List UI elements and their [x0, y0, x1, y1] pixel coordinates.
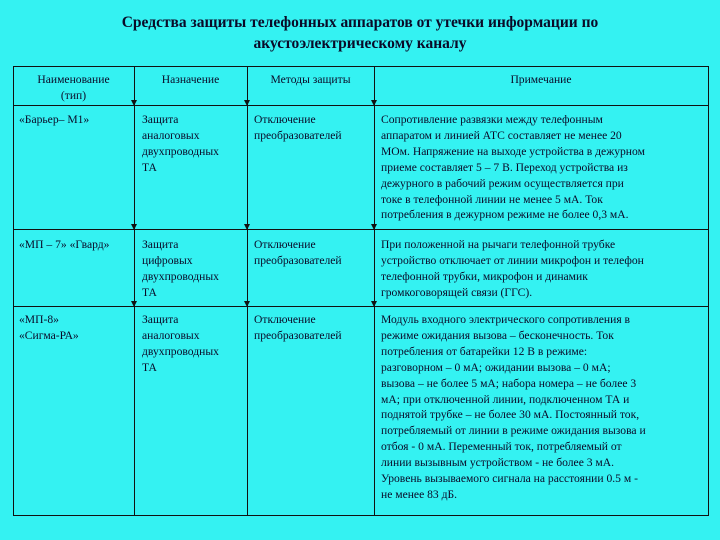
row3-purpose-line: Защита [142, 313, 179, 326]
protection-table [13, 66, 709, 516]
table-rule-right [708, 66, 709, 516]
row1-note [381, 112, 645, 223]
table-rule-top [13, 66, 709, 67]
header-purpose: Назначение [161, 73, 220, 86]
row1-purpose-line: Защита [142, 113, 179, 126]
row1-name [19, 112, 89, 128]
title-line-2: акустоэлектрическому каналу [253, 35, 467, 52]
row1-note-line: приеме составляет 5 – 7 В. Переход устройства из [381, 160, 628, 174]
divider-arrowhead [244, 301, 250, 307]
row1-methods-line: Отключение [254, 113, 316, 126]
header-name [13, 72, 134, 104]
divider-arrowhead [244, 224, 250, 230]
row2-methods [254, 237, 342, 269]
row3-note-line: разговорном – 0 мА; ожидании вызова – 0 мА; [381, 360, 611, 374]
row1-note-line: токе в телефонной линии не менее 5 мА. Ток [381, 192, 603, 206]
row1-purpose-line: ТА [142, 160, 157, 174]
row3-note-line: Модуль входного электрического сопротивления в [381, 313, 631, 326]
table-rule-col2 [247, 66, 248, 516]
row3-methods-line: Отключение [254, 313, 316, 326]
row3-note-line: поднятой трубке – не более 30 мА. Постоянный ток, [381, 408, 640, 422]
row2-purpose-line: цифровых [142, 253, 193, 267]
row3-note-line: потребляемый от линии в режиме ожидания вызова и [381, 424, 646, 438]
row3-note-line: потребления от батарейки 12 В в режиме: [381, 344, 588, 358]
row2-note-line: телефонной трубки, микрофон и динамик [381, 269, 588, 283]
row2-note-line: При положенной на рычаги телефонной трубке [381, 238, 616, 251]
row1-note-line: аппаратом и линией АТС составляет не менее 20 [381, 128, 622, 142]
row1-purpose [142, 112, 219, 176]
slide-title [0, 12, 720, 54]
row3-methods [254, 312, 342, 344]
divider-arrowhead [371, 100, 377, 106]
row3-note-line: Уровень вызываемого сигнала на расстоянии 0.5 м - [381, 472, 638, 486]
header-name-line: (тип) [60, 88, 87, 102]
divider-arrowhead [371, 224, 377, 230]
row3-note-line: мА; при отключенной линии, подключенном ТА и [381, 392, 630, 406]
row3-purpose-line: ТА [142, 360, 157, 374]
row3-note-line: вызова – не более 5 мА; набора номера – не более 3 [381, 376, 637, 390]
table-rule-left [13, 66, 14, 516]
row1-name-line: «Барьер– М1» [19, 113, 90, 126]
row3-name-line: «Сигма-РА» [19, 328, 79, 342]
header-name-line: Наименование [37, 73, 110, 86]
row1-note-line: дежурного в рабочий режим осуществляется при [381, 176, 624, 190]
row2-name [19, 237, 109, 253]
divider-arrowhead [244, 100, 250, 106]
row3-purpose-line: аналоговых [142, 328, 200, 342]
table-rule-col1 [134, 66, 135, 516]
divider-arrowhead [371, 301, 377, 307]
row2-note-line: громкоговорящей связи (ГГС). [381, 285, 533, 299]
divider-arrowhead [131, 224, 137, 230]
table-rule-header [13, 105, 709, 106]
table-rule-row2 [13, 306, 709, 307]
row2-note-line: устройство отключает от линии микрофон и телефон [381, 253, 644, 267]
row3-name [19, 312, 79, 344]
row2-purpose-line: Защита [142, 238, 179, 251]
row2-purpose [142, 237, 219, 301]
table-rule-col3 [374, 66, 375, 516]
row1-note-line: Сопротивление развязки между телефонным [381, 113, 603, 126]
row1-methods [254, 112, 342, 144]
header-methods: Методы защиты [270, 73, 351, 86]
row3-note-line: режиме ожидания вызова – бесконечность. Ток [381, 328, 614, 342]
divider-arrowhead [131, 301, 137, 307]
title-line-1: Средства защиты телефонных аппаратов от утечки информации по [121, 14, 599, 31]
table-rule-bottom [13, 515, 709, 516]
row3-note-line: не менее 83 дБ. [381, 487, 458, 501]
row2-methods-line: Отключение [254, 238, 316, 251]
row3-purpose-line: двухпроводных [142, 344, 219, 358]
row1-purpose-line: аналоговых [142, 128, 200, 142]
row2-name-line: «МП – 7» «Гвард» [19, 238, 110, 251]
row2-note [381, 237, 644, 301]
table-rule-row1 [13, 229, 709, 230]
row2-purpose-line: ТА [142, 285, 157, 299]
row1-note-line: потребления в дежурном режиме не более 0,3 мА. [381, 208, 629, 222]
row3-purpose [142, 312, 219, 376]
row3-name-line: «МП-8» [19, 313, 59, 326]
row3-note-line: линии вызывным устройством - не более 3 мА. [381, 456, 615, 470]
row3-note [381, 312, 646, 503]
header-note: Примечание [510, 73, 572, 86]
row3-methods-line: преобразователей [254, 328, 342, 342]
row1-note-line: МОм. Напряжение на выходе устройства в дежурном [381, 144, 645, 158]
row2-purpose-line: двухпроводных [142, 269, 219, 283]
row3-note-line: отбоя - 0 мА. Переменный ток, потребляемый от [381, 440, 622, 454]
row1-purpose-line: двухпроводных [142, 144, 219, 158]
row1-methods-line: преобразователей [254, 128, 342, 142]
row2-methods-line: преобразователей [254, 253, 342, 267]
